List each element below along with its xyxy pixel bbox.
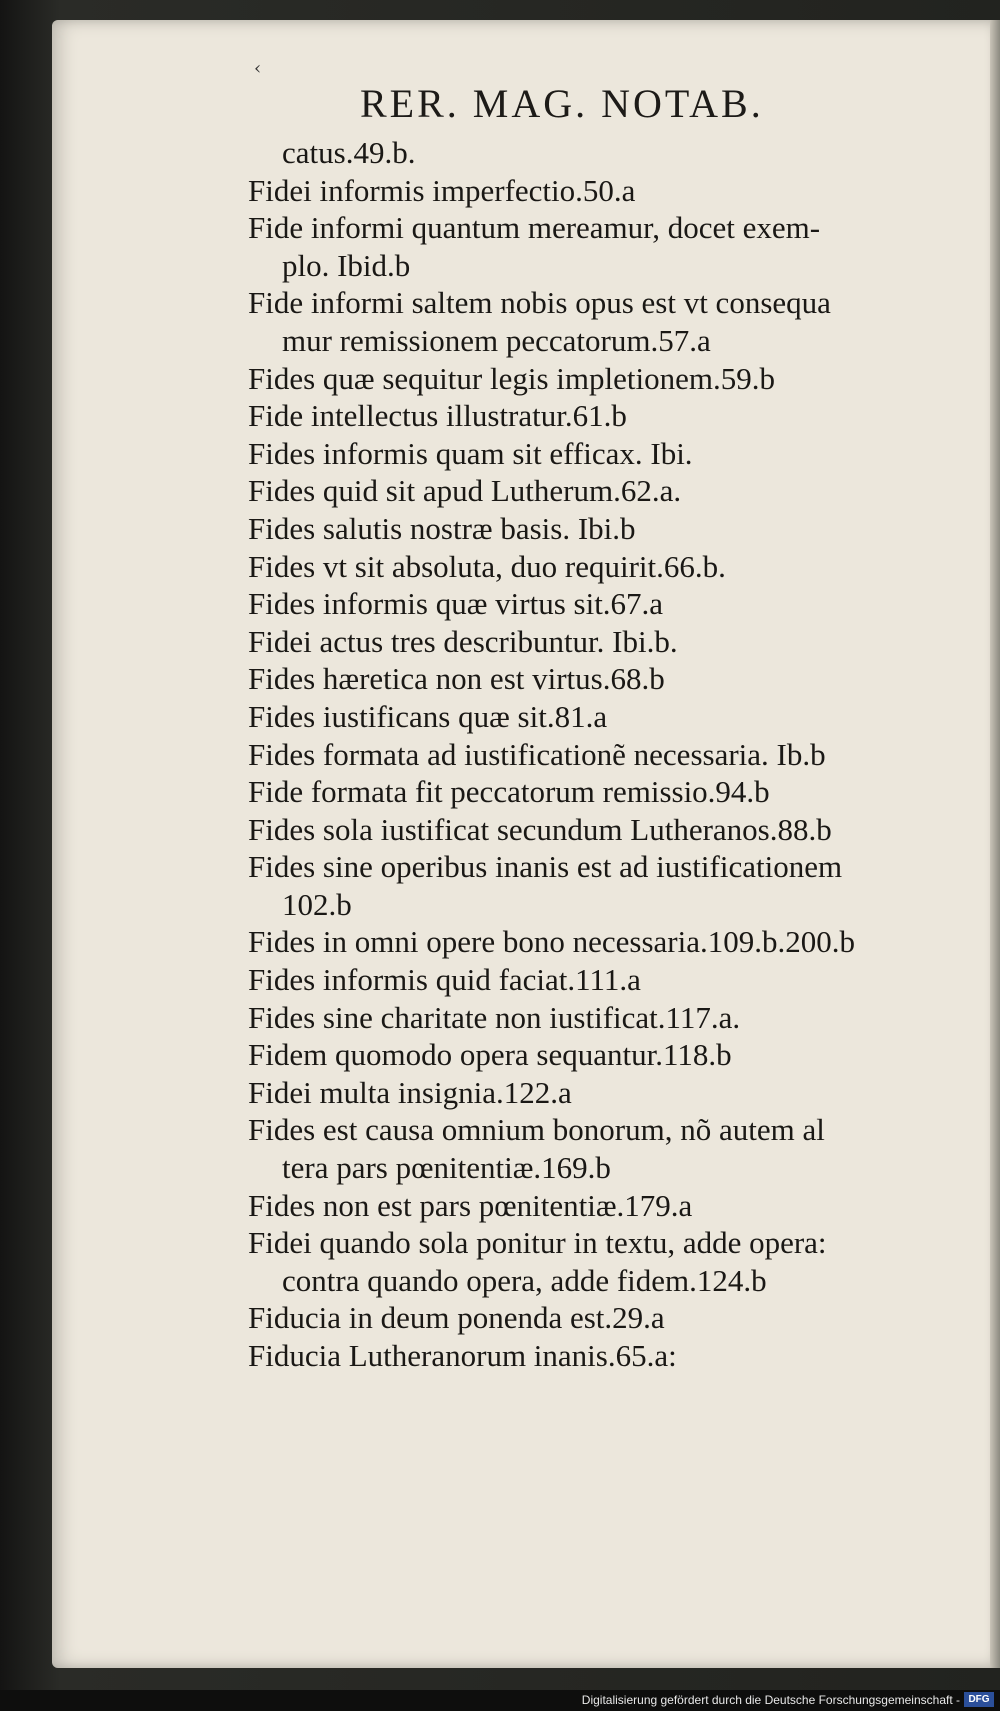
index-entry: Fide intellectus illustratur.61.b [248,398,627,434]
index-entry: Fides est causa omnium bonorum, nõ autem al [248,1112,825,1148]
index-entry: Fides non est pars pœnitentiæ.179.a [248,1187,693,1223]
index-entry: Fides quid sit apud Lutherum.62.a. [248,473,682,509]
index-entry: Fidei informis imperfectio.50.a [248,172,636,208]
index-entry: Fides informis quæ virtus sit.67.a [248,586,664,622]
index-entry: Fide formata fit peccatorum remissio.94.b [248,774,770,810]
index-entry: Fides hæretica non est virtus.68.b [248,661,665,697]
index-entry: Fidei actus tres describuntur. Ibi.b. [248,623,678,659]
index-entry: Fide informi saltem nobis opus est vt consequa [248,285,831,321]
index-entry: Fide informi quantum mereamur, docet exem- [248,210,821,246]
index-entry: Fiducia in deum ponenda est.29.a [248,1300,665,1336]
index-entries [248,134,958,1375]
index-entry: Fides salutis nostræ basis. Ibi.b [248,510,636,546]
index-entry: Fides sine charitate non iustificat.117.a. [248,999,741,1035]
footer-credit: Digitalisierung gefördert durch die Deutsche Forschungsgemeinschaft - [581,1693,960,1707]
index-entry: mur remissionem peccatorum.57.a [282,322,711,358]
index-entry: Fides vt sit absoluta, duo requirit.66.b. [248,548,726,584]
index-entry: contra quando opera, adde fidem.124.b [282,1262,767,1298]
index-entry: Fides informis quam sit efficax. Ibi. [248,435,693,471]
index-entry: Fiducia Lutheranorum inanis.65.a: [248,1338,677,1373]
dfg-logo: DFG [964,1692,994,1707]
index-entry: tera pars pœnitentiæ.169.b [282,1150,611,1186]
index-entry: Fidei multa insignia.122.a [248,1074,572,1110]
running-head: RER. MAG. NOTAB. [360,81,764,126]
index-entry: Fides sola iustificat secundum Lutheranos.88.b [248,811,832,847]
index-entry: Fidem quomodo opera sequantur.118.b [248,1037,732,1073]
index-entry: Fides in omni opere bono necessaria.109.b.200.b [248,924,855,960]
index-entry: Fides quæ sequitur legis impletionem.59.b [248,360,775,396]
index-entry: plo. Ibid.b [282,247,411,283]
index-entry: Fides formata ad iustificationẽ necessaria. Ib.b [248,736,826,772]
index-entry: 102.b [282,886,352,922]
index-entry: Fides informis quid faciat.111.a [248,962,641,998]
index-entry: Fides sine operibus inanis est ad iustificationem [248,849,843,885]
index-entry: Fidei quando sola ponitur in textu, adde opera: [248,1225,827,1261]
page-edge [990,20,1000,1668]
index-entry: Fides iustificans quæ sit.81.a [248,698,608,734]
index-entry: catus.49.b. [282,135,416,170]
corner-mark: ‹ [254,58,262,79]
